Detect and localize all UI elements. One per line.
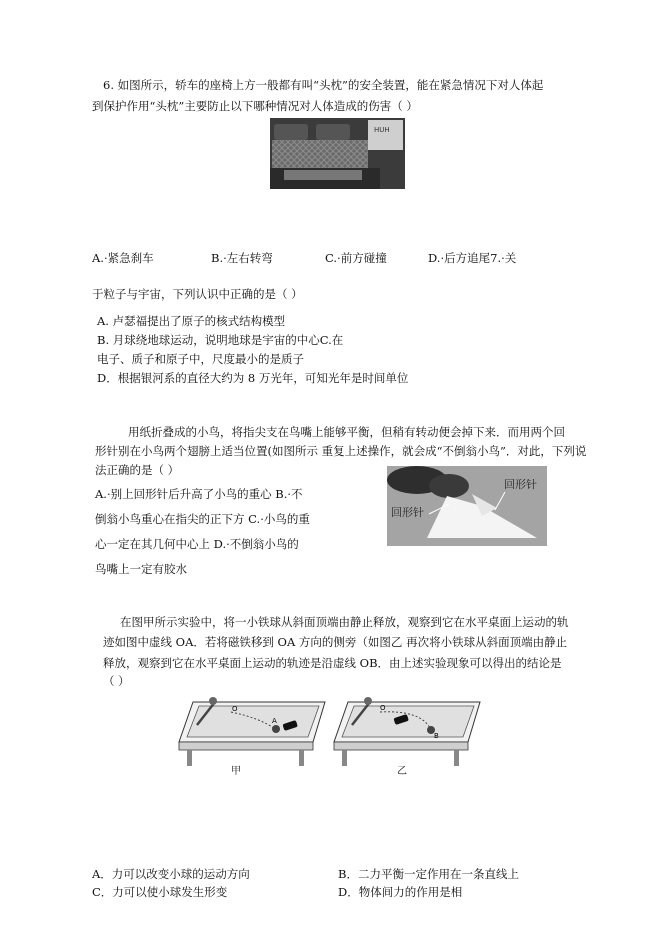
q8-options-line1: A.·别上回形针后升高了小鸟的重心 B.·不: [95, 487, 303, 501]
experiment-figure-yi: [330, 690, 485, 770]
car-seat-headrest-photo: [270, 118, 405, 189]
paper-bird-photo: [387, 466, 547, 546]
q8-options-line3: 心一定在其几何中心上 D.·不倒翁小鸟的: [95, 537, 299, 551]
q8-stem-line3: 法正确的是（ ）: [95, 463, 180, 477]
photo-label-paperclip-left: 回形针: [391, 506, 424, 519]
q9-stem-line2: 迹如图中虚线 OA．若将磁铁移到 OA 方向的侧旁（如图乙 再次将小铁球从斜面顶端由静止: [103, 635, 568, 649]
q9-stem-line3: 释放，观察到它在水平桌面上运动的轨迹是沿虚线 OB．由上述实验现象可以得出的结论是: [103, 656, 562, 670]
q9-option-c: C．力可以使小球发生形变: [92, 885, 228, 899]
q9-option-a: A．力可以改变小球的运动方向: [92, 867, 250, 881]
q6-option-c: C.·前方碰撞: [325, 251, 387, 265]
q8-stem-line2: 形针别在小鸟两个翅膀上适当位置(如图所示 重复上述操作，就会成“不倒翁小鸟”．对此，下列说: [95, 444, 587, 458]
experiment-figure-jia: [175, 690, 330, 770]
q6-option-b: B.·左右转弯: [211, 251, 273, 265]
point-label-a: A: [272, 717, 277, 725]
q9-stem-line4: （ ）: [103, 674, 130, 688]
svg-text:HUH: HUH: [374, 126, 390, 134]
point-label-b: B: [434, 732, 439, 740]
q6-stem-line2: 到保护作用“头枕”主要防止以下哪种情况对人体造成的伤害（ ）: [92, 99, 418, 113]
q9-option-d: D．物体间力的作用是相: [338, 885, 463, 899]
q8-options-line2: 倒翁小鸟重心在指尖的正下方 C.·小鸟的重: [95, 512, 310, 526]
point-label-o-yi: O: [380, 704, 386, 712]
q9-stem-line1: 在图甲所示实验中，将一小铁球从斜面顶端由静止释放，观察到它在水平桌面上运动的轨: [120, 615, 569, 629]
q9-option-b: B．二力平衡一定作用在一条直线上: [338, 867, 519, 881]
q8-stem-line1: 用纸折叠成的小鸟，将指尖支在鸟嘴上能够平衡，但稍有转动便会掉下来．而用两个回: [128, 425, 565, 439]
q6-stem-line1: 6. 如图所示，轿车的座椅上方一般都有叫“头枕”的安全装置，能在紧急情况下对人体起: [103, 78, 544, 92]
q7-option-b: B. 月球绕地球运动，说明地球是宇宙的中心C.在: [97, 333, 344, 347]
figure-caption-yi: 乙: [397, 766, 407, 777]
q6-option-a: A.·紧急刹车: [92, 251, 154, 265]
q8-options-line4: 鸟嘴上一定有胶水: [95, 562, 187, 576]
point-label-o-jia: O: [232, 705, 238, 713]
q7-option-a: A. 卢瑟福提出了原子的核式结构模型: [97, 314, 286, 328]
q7-option-c: 电子、质子和原子中，尺度最小的是质子: [97, 352, 304, 366]
q7-stem: 于粒子与宇宙，下列认识中正确的是（ ）: [92, 287, 303, 301]
figure-caption-jia: 甲: [231, 766, 241, 777]
q7-option-d: D．根据银河系的直径大约为 8 万光年，可知光年是时间单位: [97, 371, 409, 385]
q6-option-d: D.·后方追尾7.·关: [428, 251, 517, 265]
photo-label-paperclip-right: 回形针: [504, 478, 537, 491]
